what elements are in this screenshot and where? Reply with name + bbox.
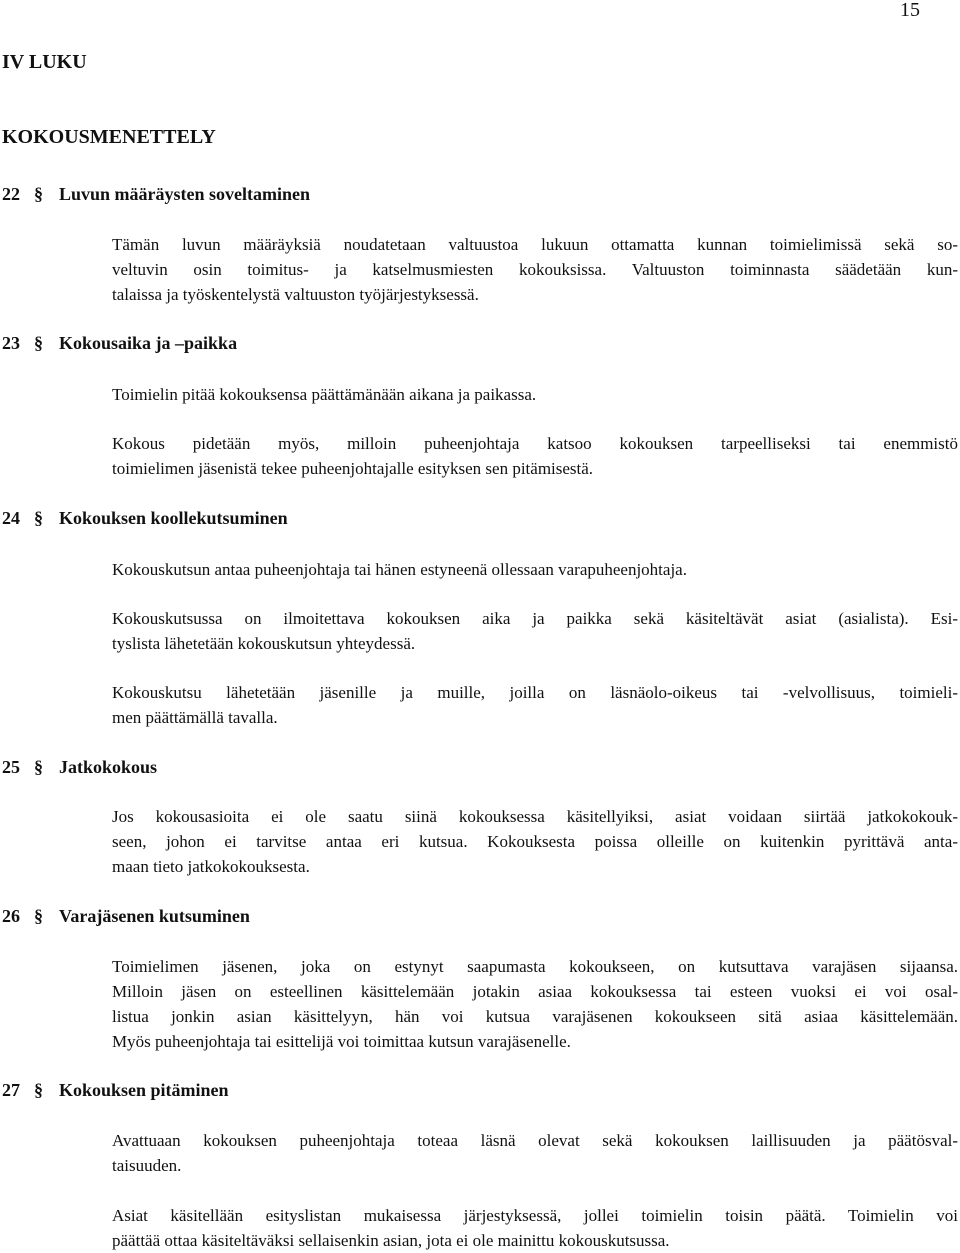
paragraph-line: toimielimen jäsenistä tekee puheenjohtajalle esityksen sen pitämisestä.: [112, 459, 594, 478]
paragraph-line: Kokouskutsun antaa puheenjohtaja tai hänen estyneenä ollessaan varapuheenjohtaja.: [112, 560, 687, 579]
section-number: 24: [2, 508, 20, 528]
section-symbol: §: [34, 757, 43, 777]
paragraph-line: men päättämällä tavalla.: [112, 708, 278, 727]
paragraph-line: Jos kokousasioita ei ole saatu siinä kokouksessa käsitellyiksi, asiat voidaan siirtää jatkokokouk-: [112, 807, 958, 826]
section-symbol: §: [34, 508, 43, 528]
section-24-paragraph-2: [112, 606, 958, 656]
section-23-paragraph-2: [112, 431, 958, 481]
section-24-heading: [2, 506, 288, 530]
section-symbol: §: [34, 1080, 43, 1100]
paragraph-line: Asiat käsitellään esityslistan mukaisessa järjestyksessä, jollei toimielin toisin päätä. Toimielin voi: [112, 1206, 958, 1225]
paragraph-line: tyslista lähetetään kokouskutsun yhteydessä.: [112, 634, 416, 653]
paragraph-line: Toimielin pitää kokouksensa päättämänään aikana ja paikassa.: [112, 385, 537, 404]
paragraph-line: Milloin jäsen on esteellinen käsittelemään jotakin asiaa kokouksessa tai esteen vuoksi ei voi osal-: [112, 982, 958, 1001]
section-title: Jatkokokous: [59, 757, 158, 777]
section-24-paragraph-3: [112, 680, 958, 730]
section-23-paragraph-1: [112, 382, 958, 407]
paragraph-line: Tämän luvun määräyksiä noudatetaan valtuustoa lukuun ottamatta kunnan toimielimissä sekä so-: [112, 235, 958, 254]
section-27-heading: [2, 1078, 229, 1102]
chapter-number: IV LUKU: [2, 51, 87, 73]
paragraph-line: päättää ottaa käsiteltäväksi sellaisenkin asian, jota ei ole mainittu kokouskutsussa.: [112, 1231, 670, 1250]
section-symbol: §: [34, 333, 43, 353]
page-number: 15: [900, 0, 920, 21]
paragraph-line: Kokouskutsussa on ilmoitettava kokouksen aika ja paikka sekä käsiteltävät asiat (asialista). Esi-: [112, 609, 958, 628]
paragraph-line: seen, johon ei tarvitse antaa eri kutsua. Kokouksesta poissa olleille on kuitenkin pyrittävä anta-: [112, 832, 958, 851]
section-22-paragraph-1: [112, 232, 958, 307]
section-number: 22: [2, 184, 20, 204]
paragraph-line: Kokous pidetään myös, milloin puheenjohtaja katsoo kokouksen tarpeelliseksi tai enemmistö: [112, 434, 958, 453]
section-number: 27: [2, 1080, 20, 1100]
paragraph-line: Toimielimen jäsenen, joka on estynyt saapumasta kokoukseen, on kutsuttava varajäsen sijaansa.: [112, 957, 958, 976]
section-number: 25: [2, 757, 20, 777]
paragraph-line: listua jonkin asian käsittelyyn, hän voi kutsua varajäsenen kokoukseen sitä asiaa käsittelemään.: [112, 1007, 958, 1026]
section-title: Kokousaika ja –paikka: [59, 333, 238, 353]
section-symbol: §: [34, 906, 43, 926]
section-title: Varajäsenen kutsuminen: [59, 906, 250, 926]
paragraph-line: maan tieto jatkokokouksesta.: [112, 857, 310, 876]
paragraph-line: Avattuaan kokouksen puheenjohtaja toteaa läsnä olevat sekä kokouksen laillisuuden ja päätösval-: [112, 1131, 958, 1150]
section-symbol: §: [34, 184, 43, 204]
section-title: Luvun määräysten soveltaminen: [59, 184, 311, 204]
paragraph-line: Myös puheenjohtaja tai esittelijä voi toimittaa kutsun varajäsenelle.: [112, 1032, 571, 1051]
section-27-paragraph-2: [112, 1203, 958, 1253]
section-27-paragraph-1: [112, 1128, 958, 1178]
section-number: 26: [2, 906, 20, 926]
section-26-paragraph-1: [112, 954, 958, 1054]
section-title: Kokouksen pitäminen: [59, 1080, 229, 1100]
paragraph-line: talaissa ja työskentelystä valtuuston työjärjestyksessä.: [112, 285, 479, 304]
chapter-title: KOKOUSMENETTELY: [2, 126, 216, 148]
section-25-heading: [2, 755, 157, 779]
paragraph-line: veltuvin osin toimitus- ja katselmusmiesten kokouksissa. Valtuuston toiminnasta säädetään kun-: [112, 260, 958, 279]
section-24-paragraph-1: [112, 557, 958, 582]
section-25-paragraph-1: [112, 804, 958, 879]
section-number: 23: [2, 333, 20, 353]
section-26-heading: [2, 904, 250, 928]
section-22-heading: [2, 182, 310, 206]
paragraph-line: Kokouskutsu lähetetään jäsenille ja muille, joilla on läsnäolo-oikeus tai -velvollisuus, toimieli-: [112, 683, 958, 702]
section-23-heading: [2, 331, 237, 355]
section-title: Kokouksen koollekutsuminen: [59, 508, 288, 528]
paragraph-line: taisuuden.: [112, 1156, 182, 1175]
